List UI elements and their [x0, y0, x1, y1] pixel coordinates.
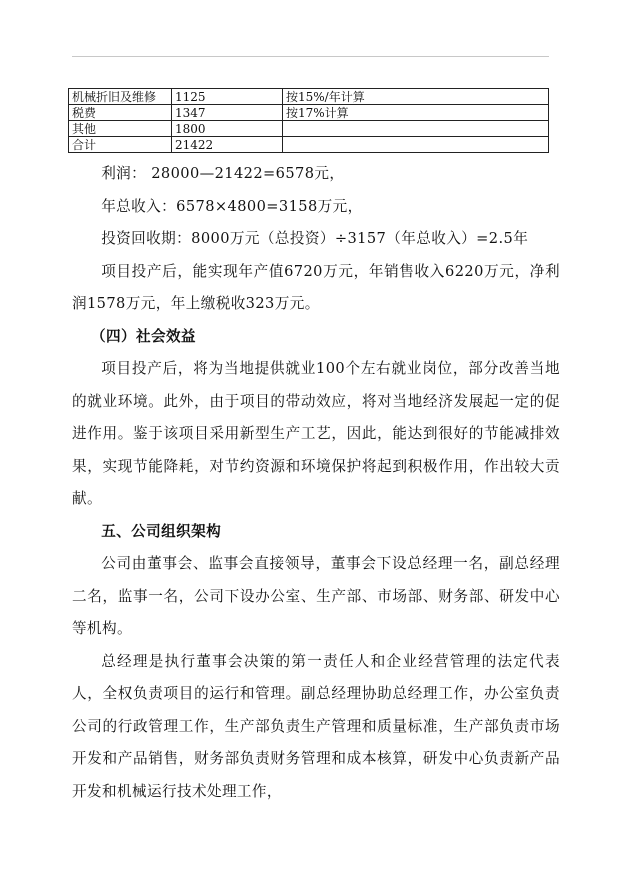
table-row: [69, 105, 549, 121]
table-cell: 1347: [172, 105, 283, 121]
section-heading-org-structure: 五、公司组织架构: [101, 522, 222, 540]
annual-income-line: 年总收入：6578×4800=3158万元，: [101, 197, 363, 215]
table-cell: [283, 137, 549, 153]
table-cell: 21422: [172, 137, 283, 153]
table-cell: 1125: [172, 89, 283, 105]
table-cell: 税费: [69, 105, 172, 121]
page-header-rule: [72, 56, 549, 57]
document-body: [72, 158, 560, 808]
cost-table: [68, 88, 549, 153]
table-cell: 按15%/年计算: [283, 89, 549, 105]
table-cell: 其他: [69, 121, 172, 137]
org-paragraph-1: 公司由董事会、监事会直接领导，董事会下设总经理一名，副总经理二名，监事一名，公司下设办公室、生产部、市场部、财务部、研发中心等机构。: [72, 555, 560, 637]
output-paragraph: 项目投产后，能实现年产值6720万元，年销售收入6220万元，净利润1578万元，年上缴税收323万元。: [72, 262, 560, 312]
table-cell: 按17%计算: [283, 105, 549, 121]
table-cell: [283, 121, 549, 137]
table-cell: 1800: [172, 121, 283, 137]
table-row: [69, 137, 549, 153]
profit-line: 利润： 28000—21422=6578元，: [101, 165, 345, 182]
org-paragraph-2: 总经理是执行董事会决策的第一责任人和企业经营管理的法定代表人，全权负责项目的运行和管理。副总经理协助总经理工作，办公室负责公司的行政管理工作，生产部负责生产管理和质量标准，生产部负责市场开发和产品销售，财务部负责财务管理和成本核算，研发中心负责新产品开发和机械运行技术处理工作，: [72, 652, 560, 800]
table-row: [69, 89, 549, 105]
table-cell: 合计: [69, 137, 172, 153]
payback-line: 投资回收期：8000万元（总投资）÷3157（年总收入）=2.5年: [101, 230, 529, 247]
social-benefit-paragraph: 项目投产后，将为当地提供就业100个左右就业岗位，部分改善当地的就业环境。此外，由于项目的带动效应，将对当地经济发展起一定的促进作用。鉴于该项目采用新型生产工艺，因此，能达到很好的节能减排效果，实现节能降耗，对节约资源和环境保护将起到积极作用，作出较大贡献。: [72, 360, 560, 507]
table-row: [69, 121, 549, 137]
section-heading-social-benefit: （四）社会效益: [90, 327, 196, 345]
table-cell: 机械折旧及维修: [69, 89, 172, 105]
